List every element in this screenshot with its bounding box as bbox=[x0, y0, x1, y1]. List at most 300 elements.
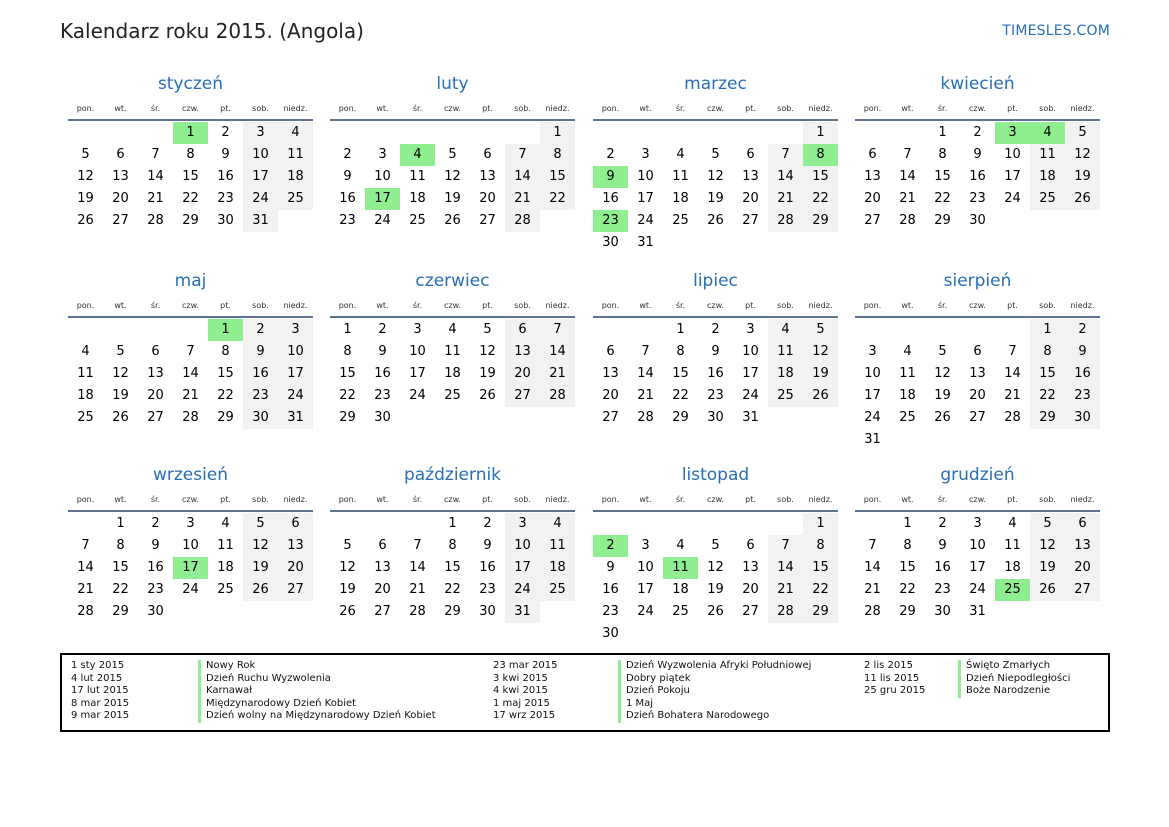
week-row bbox=[855, 429, 1100, 451]
day-cell: 12 bbox=[803, 341, 838, 363]
day-cell: 26 bbox=[243, 579, 278, 601]
day-cell: 9 bbox=[221, 147, 230, 162]
empty-cell bbox=[1065, 429, 1100, 451]
empty-cell bbox=[698, 232, 733, 254]
empty-cell bbox=[855, 122, 890, 144]
day-cell: 4 bbox=[448, 322, 457, 337]
empty-cell bbox=[1030, 601, 1065, 623]
day-cell: 22 bbox=[803, 579, 838, 601]
day-cell: 5 bbox=[243, 513, 278, 535]
empty-cell bbox=[698, 122, 733, 144]
day-cell: 12 bbox=[934, 366, 951, 381]
day-cell: 14 bbox=[899, 169, 916, 184]
day-cell: 6 bbox=[606, 344, 615, 359]
week-row bbox=[593, 341, 838, 363]
legend-date: 4 lut 2015 bbox=[71, 672, 123, 684]
day-cell: 26 bbox=[112, 410, 129, 425]
legend-names-col-3 bbox=[958, 660, 1070, 698]
weekday-label: czw. bbox=[969, 301, 986, 310]
day-cell: 30 bbox=[1065, 407, 1100, 429]
day-cell: 5 bbox=[116, 344, 125, 359]
empty-cell bbox=[995, 319, 1030, 341]
weekday-label: niedz. bbox=[1070, 104, 1095, 113]
day-cell: 22 bbox=[934, 191, 951, 206]
day-cell: 25 bbox=[444, 388, 461, 403]
day-cell: 22 bbox=[339, 388, 356, 403]
day-cell: 26 bbox=[803, 385, 838, 407]
month-block bbox=[68, 462, 313, 623]
day-cell: 24 bbox=[374, 213, 391, 228]
holiday-day-cell: 8 bbox=[803, 144, 838, 166]
day-cell: 9 bbox=[243, 341, 278, 363]
weekday-label: śr. bbox=[150, 495, 161, 504]
week-row bbox=[593, 166, 838, 188]
weekday-label: wt. bbox=[114, 104, 127, 113]
day-cell: 18 bbox=[77, 388, 94, 403]
day-cell: 30 bbox=[479, 604, 496, 619]
day-cell: 18 bbox=[1030, 166, 1065, 188]
empty-cell bbox=[803, 407, 838, 429]
weekday-label: pt. bbox=[1007, 301, 1018, 310]
week-row bbox=[593, 319, 838, 341]
day-cell: 12 bbox=[77, 169, 94, 184]
weekday-label: wt. bbox=[114, 301, 127, 310]
day-cell: 22 bbox=[1030, 385, 1065, 407]
legend-date: 25 gru 2015 bbox=[864, 685, 926, 696]
weekday-label: czw. bbox=[444, 495, 461, 504]
weekday-header bbox=[855, 101, 1100, 117]
week-row bbox=[593, 210, 838, 232]
day-cell: 28 bbox=[899, 213, 916, 228]
week-row bbox=[593, 623, 838, 645]
day-cell: 20 bbox=[742, 582, 759, 597]
day-cell: 14 bbox=[540, 341, 575, 363]
day-cell: 13 bbox=[112, 169, 129, 184]
day-cell: 25 bbox=[899, 410, 916, 425]
weekday-label: śr. bbox=[675, 495, 686, 504]
month-block bbox=[330, 71, 575, 232]
day-cell: 10 bbox=[969, 538, 986, 553]
legend-holiday-name: Nowy Rok bbox=[198, 660, 436, 673]
weekday-label: wt. bbox=[376, 104, 389, 113]
day-cell: 31 bbox=[243, 210, 278, 232]
weekday-label: sob. bbox=[777, 495, 794, 504]
day-cell: 15 bbox=[112, 560, 129, 575]
day-cell: 27 bbox=[742, 213, 759, 228]
legend-holiday-name: Święto Zmarłych bbox=[958, 660, 1070, 673]
day-cell: 31 bbox=[637, 235, 654, 250]
week-row bbox=[855, 166, 1100, 188]
legend-date: 23 mar 2015 bbox=[493, 660, 558, 671]
empty-cell bbox=[890, 319, 925, 341]
weekday-label: pon. bbox=[601, 301, 620, 310]
day-cell: 2 bbox=[378, 322, 387, 337]
legend-holiday-name: Karnawał bbox=[198, 685, 436, 698]
empty-cell bbox=[1065, 210, 1100, 232]
day-cell: 25 bbox=[217, 582, 234, 597]
weekday-label: wt. bbox=[639, 104, 652, 113]
empty-cell bbox=[540, 210, 575, 232]
day-cell: 26 bbox=[707, 604, 724, 619]
day-cell: 8 bbox=[903, 538, 912, 553]
day-cell: 28 bbox=[768, 601, 803, 623]
legend-dates-col-3 bbox=[864, 660, 925, 698]
weekday-label: śr. bbox=[412, 301, 423, 310]
month-name: grudzień bbox=[940, 465, 1015, 485]
day-cell: 30 bbox=[374, 410, 391, 425]
weekday-label: pon. bbox=[338, 301, 357, 310]
week-row bbox=[68, 188, 313, 210]
weekday-header bbox=[593, 101, 838, 117]
day-cell: 21 bbox=[505, 188, 540, 210]
weekday-label: pon. bbox=[863, 104, 882, 113]
day-cell: 23 bbox=[602, 604, 619, 619]
day-cell: 26 bbox=[707, 213, 724, 228]
day-cell: 1 bbox=[1030, 319, 1065, 341]
day-cell: 30 bbox=[147, 604, 164, 619]
day-cell: 24 bbox=[637, 604, 654, 619]
week-row bbox=[330, 385, 575, 407]
month-block bbox=[330, 462, 575, 623]
week-row bbox=[330, 557, 575, 579]
holiday-day-cell: 9 bbox=[593, 166, 628, 188]
day-cell: 17 bbox=[969, 560, 986, 575]
day-cell: 13 bbox=[374, 560, 391, 575]
week-row bbox=[593, 601, 838, 623]
day-cell: 12 bbox=[1030, 535, 1065, 557]
weekday-label: niedz. bbox=[808, 104, 833, 113]
empty-cell bbox=[505, 407, 540, 429]
legend-holiday-name: Dzień Wyzwolenia Afryki Południowej bbox=[618, 660, 811, 673]
page-title: Kalendarz roku 2015. (Angola) bbox=[60, 19, 364, 43]
week-row bbox=[68, 557, 313, 579]
day-cell: 25 bbox=[409, 213, 426, 228]
empty-cell bbox=[1030, 429, 1065, 451]
legend-date: 17 wrz 2015 bbox=[493, 710, 556, 721]
weekday-label: niedz. bbox=[283, 301, 308, 310]
empty-cell bbox=[663, 122, 698, 144]
header-divider bbox=[68, 316, 313, 318]
day-cell: 24 bbox=[243, 188, 278, 210]
weekday-label: śr. bbox=[675, 301, 686, 310]
empty-cell bbox=[400, 513, 435, 535]
empty-cell bbox=[505, 122, 540, 144]
day-cell: 16 bbox=[969, 169, 986, 184]
legend-holiday-name: 1 Maj bbox=[618, 698, 811, 711]
day-cell: 19 bbox=[444, 191, 461, 206]
weekday-label: pt. bbox=[1007, 495, 1018, 504]
month-name: październik bbox=[403, 465, 502, 485]
week-row bbox=[593, 232, 838, 254]
day-cell: 5 bbox=[711, 538, 720, 553]
day-cell: 21 bbox=[899, 191, 916, 206]
day-cell: 16 bbox=[147, 560, 164, 575]
month-name: listopad bbox=[681, 465, 750, 485]
week-row bbox=[68, 535, 313, 557]
day-cell: 1 bbox=[803, 122, 838, 144]
day-cell: 5 bbox=[81, 147, 90, 162]
day-cell: 2 bbox=[938, 516, 947, 531]
day-cell: 3 bbox=[186, 516, 195, 531]
weekday-label: pt. bbox=[745, 104, 756, 113]
day-cell: 27 bbox=[278, 579, 313, 601]
day-cell: 6 bbox=[746, 147, 755, 162]
day-cell: 11 bbox=[540, 535, 575, 557]
day-cell: 15 bbox=[182, 169, 199, 184]
weekday-label: pon. bbox=[338, 495, 357, 504]
legend-names-col-1 bbox=[198, 660, 436, 723]
day-cell: 3 bbox=[243, 122, 278, 144]
weekday-label: niedz. bbox=[283, 495, 308, 504]
day-cell: 15 bbox=[540, 166, 575, 188]
day-cell: 24 bbox=[864, 410, 881, 425]
day-cell: 21 bbox=[147, 191, 164, 206]
weekday-header bbox=[68, 298, 313, 314]
day-cell: 4 bbox=[768, 319, 803, 341]
weekday-label: pon. bbox=[863, 301, 882, 310]
holiday-day-cell: 1 bbox=[173, 122, 208, 144]
week-row bbox=[330, 579, 575, 601]
day-cell: 17 bbox=[864, 388, 881, 403]
holiday-day-cell: 4 bbox=[400, 144, 435, 166]
week-row bbox=[330, 319, 575, 341]
legend-date: 3 kwi 2015 bbox=[493, 672, 548, 684]
weekday-label: śr. bbox=[150, 104, 161, 113]
day-cell: 15 bbox=[803, 166, 838, 188]
month-name: czerwiec bbox=[415, 271, 490, 291]
day-cell: 7 bbox=[540, 319, 575, 341]
weekday-label: niedz. bbox=[545, 301, 570, 310]
day-cell: 15 bbox=[444, 560, 461, 575]
day-cell: 10 bbox=[864, 366, 881, 381]
day-cell: 28 bbox=[864, 604, 881, 619]
day-cell: 4 bbox=[540, 513, 575, 535]
empty-cell bbox=[628, 623, 663, 645]
day-cell: 6 bbox=[1065, 513, 1100, 535]
day-cell: 17 bbox=[637, 191, 654, 206]
day-cell: 23 bbox=[243, 385, 278, 407]
day-cell: 30 bbox=[707, 410, 724, 425]
day-cell: 29 bbox=[112, 604, 129, 619]
day-cell: 15 bbox=[217, 366, 234, 381]
day-cell: 23 bbox=[374, 388, 391, 403]
day-cell: 1 bbox=[938, 125, 947, 140]
weekday-label: czw. bbox=[969, 495, 986, 504]
empty-cell bbox=[540, 407, 575, 429]
week-row bbox=[330, 122, 575, 144]
week-row bbox=[330, 407, 575, 429]
day-cell: 6 bbox=[116, 147, 125, 162]
week-row bbox=[855, 579, 1100, 601]
day-cell: 3 bbox=[868, 344, 877, 359]
day-cell: 26 bbox=[1030, 579, 1065, 601]
week-row bbox=[330, 188, 575, 210]
day-cell: 6 bbox=[151, 344, 160, 359]
day-cell: 29 bbox=[444, 604, 461, 619]
week-row bbox=[68, 144, 313, 166]
day-cell: 6 bbox=[973, 344, 982, 359]
weekday-label: pt. bbox=[220, 104, 231, 113]
empty-cell bbox=[733, 232, 768, 254]
weekday-label: śr. bbox=[937, 495, 948, 504]
weekday-label: wt. bbox=[901, 301, 914, 310]
week-row bbox=[330, 513, 575, 535]
day-cell: 13 bbox=[602, 366, 619, 381]
day-cell: 14 bbox=[768, 166, 803, 188]
day-cell: 1 bbox=[448, 516, 457, 531]
weekday-label: pt. bbox=[482, 495, 493, 504]
weekday-label: czw. bbox=[182, 104, 199, 113]
day-cell: 11 bbox=[672, 169, 689, 184]
day-cell: 14 bbox=[1004, 366, 1021, 381]
day-cell: 25 bbox=[672, 213, 689, 228]
week-row bbox=[330, 210, 575, 232]
day-cell: 25 bbox=[77, 410, 94, 425]
day-cell: 3 bbox=[746, 322, 755, 337]
day-cell: 26 bbox=[77, 213, 94, 228]
week-row bbox=[593, 407, 838, 429]
weekday-label: śr. bbox=[412, 104, 423, 113]
weekday-label: sob. bbox=[1039, 495, 1056, 504]
empty-cell bbox=[995, 601, 1030, 623]
day-cell: 7 bbox=[505, 144, 540, 166]
weekday-header bbox=[330, 101, 575, 117]
weekday-label: niedz. bbox=[545, 104, 570, 113]
day-cell: 30 bbox=[602, 235, 619, 250]
day-cell: 30 bbox=[243, 407, 278, 429]
legend-date: 11 lis 2015 bbox=[864, 672, 920, 684]
weekday-label: wt. bbox=[901, 104, 914, 113]
empty-cell bbox=[995, 429, 1030, 451]
day-cell: 10 bbox=[374, 169, 391, 184]
day-cell: 30 bbox=[934, 604, 951, 619]
week-row bbox=[855, 557, 1100, 579]
header-divider bbox=[330, 510, 575, 512]
day-cell: 4 bbox=[221, 516, 230, 531]
week-row bbox=[68, 513, 313, 535]
day-cell: 26 bbox=[444, 213, 461, 228]
day-cell: 18 bbox=[278, 166, 313, 188]
day-cell: 27 bbox=[864, 213, 881, 228]
weekday-header bbox=[855, 492, 1100, 508]
header-divider bbox=[330, 316, 575, 318]
holiday-legend bbox=[60, 653, 1110, 732]
week-row bbox=[68, 210, 313, 232]
day-cell: 10 bbox=[505, 535, 540, 557]
day-cell: 2 bbox=[243, 319, 278, 341]
day-cell: 6 bbox=[278, 513, 313, 535]
empty-cell bbox=[768, 122, 803, 144]
brand-link[interactable]: TIMESLES.COM bbox=[1002, 23, 1110, 39]
weekday-label: pt. bbox=[220, 495, 231, 504]
day-cell: 7 bbox=[151, 147, 160, 162]
day-cell: 18 bbox=[217, 560, 234, 575]
week-row bbox=[855, 385, 1100, 407]
day-cell: 11 bbox=[899, 366, 916, 381]
month-block bbox=[855, 462, 1100, 623]
day-cell: 15 bbox=[803, 557, 838, 579]
day-cell: 16 bbox=[707, 366, 724, 381]
empty-cell bbox=[103, 122, 138, 144]
weekday-label: czw. bbox=[707, 104, 724, 113]
day-cell: 22 bbox=[540, 188, 575, 210]
day-cell: 9 bbox=[938, 538, 947, 553]
weekday-label: sob. bbox=[777, 104, 794, 113]
day-cell: 13 bbox=[742, 560, 759, 575]
day-cell: 31 bbox=[969, 604, 986, 619]
day-cell: 14 bbox=[77, 560, 94, 575]
day-cell: 5 bbox=[938, 344, 947, 359]
empty-cell bbox=[138, 122, 173, 144]
empty-cell bbox=[278, 210, 313, 232]
day-cell: 16 bbox=[339, 191, 356, 206]
holiday-day-cell: 4 bbox=[1030, 122, 1065, 144]
day-cell: 25 bbox=[1030, 188, 1065, 210]
day-cell: 11 bbox=[444, 344, 461, 359]
day-cell: 13 bbox=[505, 341, 540, 363]
weekday-label: pon. bbox=[601, 104, 620, 113]
empty-cell bbox=[960, 319, 995, 341]
day-cell: 12 bbox=[479, 344, 496, 359]
day-cell: 28 bbox=[409, 604, 426, 619]
day-cell: 14 bbox=[505, 166, 540, 188]
empty-cell bbox=[1065, 601, 1100, 623]
empty-cell bbox=[698, 513, 733, 535]
day-cell: 29 bbox=[934, 213, 951, 228]
week-row bbox=[855, 122, 1100, 144]
legend-dates-col-2 bbox=[493, 660, 558, 723]
legend-holiday-name: Boże Narodzenie bbox=[958, 685, 1070, 698]
day-cell: 3 bbox=[505, 513, 540, 535]
day-cell: 6 bbox=[483, 147, 492, 162]
weekday-label: wt. bbox=[639, 301, 652, 310]
week-row bbox=[68, 385, 313, 407]
empty-cell bbox=[365, 513, 400, 535]
day-cell: 23 bbox=[1065, 385, 1100, 407]
week-row bbox=[330, 144, 575, 166]
weekday-label: śr. bbox=[937, 104, 948, 113]
day-cell: 18 bbox=[672, 191, 689, 206]
day-cell: 17 bbox=[1004, 169, 1021, 184]
day-cell: 30 bbox=[217, 213, 234, 228]
day-cell: 1 bbox=[540, 122, 575, 144]
day-cell: 25 bbox=[540, 579, 575, 601]
day-cell: 21 bbox=[540, 363, 575, 385]
day-cell: 20 bbox=[278, 557, 313, 579]
day-cell: 9 bbox=[378, 344, 387, 359]
weekday-label: pt. bbox=[220, 301, 231, 310]
day-cell: 24 bbox=[505, 579, 540, 601]
day-cell: 8 bbox=[803, 535, 838, 557]
day-cell: 29 bbox=[1030, 407, 1065, 429]
day-cell: 19 bbox=[77, 191, 94, 206]
week-row bbox=[593, 363, 838, 385]
day-cell: 15 bbox=[672, 366, 689, 381]
day-cell: 19 bbox=[479, 366, 496, 381]
month-block bbox=[330, 268, 575, 429]
day-cell: 20 bbox=[742, 191, 759, 206]
day-cell: 6 bbox=[746, 538, 755, 553]
day-cell: 28 bbox=[637, 410, 654, 425]
weekday-label: śr. bbox=[937, 301, 948, 310]
day-cell: 3 bbox=[973, 516, 982, 531]
day-cell: 10 bbox=[243, 144, 278, 166]
week-row bbox=[855, 319, 1100, 341]
empty-cell bbox=[803, 623, 838, 645]
legend-date: 4 kwi 2015 bbox=[493, 685, 548, 696]
day-cell: 30 bbox=[969, 213, 986, 228]
week-row bbox=[68, 341, 313, 363]
